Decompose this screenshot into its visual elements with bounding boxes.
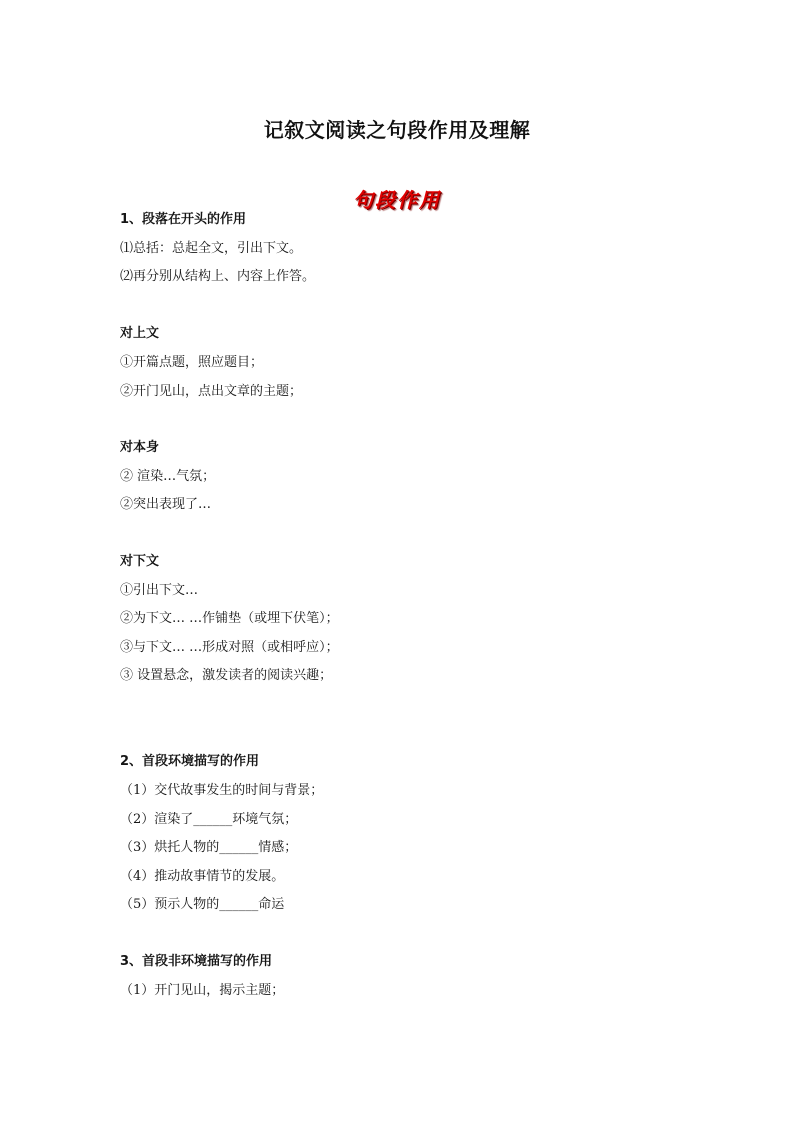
section-2-heading: 2、首段环境描写的作用 xyxy=(120,754,260,769)
lower-line-2: ②为下文… …作铺垫（或埋下伏笔）； xyxy=(120,611,339,626)
section-3-heading: 3、首段非环境描写的作用 xyxy=(120,954,273,969)
section-2-line-4: （4）推动故事情节的发展。 xyxy=(120,869,285,884)
section-1-line-2: ⑵再分别从结构上、内容上作答。 xyxy=(120,269,316,284)
section-1-line-1: ⑴总括：总起全文，引出下文。 xyxy=(120,241,303,256)
section-2-line-2: （2）渲染了______环境气氛； xyxy=(120,812,298,827)
self-line-1: ② 渲染…气氛； xyxy=(120,469,216,484)
self-heading: 对本身 xyxy=(120,440,160,455)
section-2-line-5: （5）预示人物的______命运 xyxy=(120,897,285,912)
self-line-2: ②突出表现了… xyxy=(120,497,212,512)
upper-line-1: ①开篇点题，照应题目； xyxy=(120,355,264,370)
section-1-heading: 1、段落在开头的作用 xyxy=(120,212,247,227)
section-3-line-1: （1）开门见山，揭示主题； xyxy=(120,983,285,998)
upper-heading: 对上文 xyxy=(120,326,160,341)
lower-line-3: ③与下文… …形成对照（或相呼应）； xyxy=(120,640,339,655)
lower-line-4: ③ 设置悬念，激发读者的阅读兴趣； xyxy=(120,668,333,683)
section-title: 句段作用 xyxy=(353,188,441,212)
section-2-line-1: （1）交代故事发生的时间与背景； xyxy=(120,783,324,798)
upper-line-2: ②开门见山，点出文章的主题； xyxy=(120,384,303,399)
section-2-line-3: （3）烘托人物的______情感； xyxy=(120,840,298,855)
lower-heading: 对下文 xyxy=(120,554,160,569)
lower-line-1: ①引出下文… xyxy=(120,583,199,598)
document-title: 记叙文阅读之句段作用及理解 xyxy=(263,118,531,142)
